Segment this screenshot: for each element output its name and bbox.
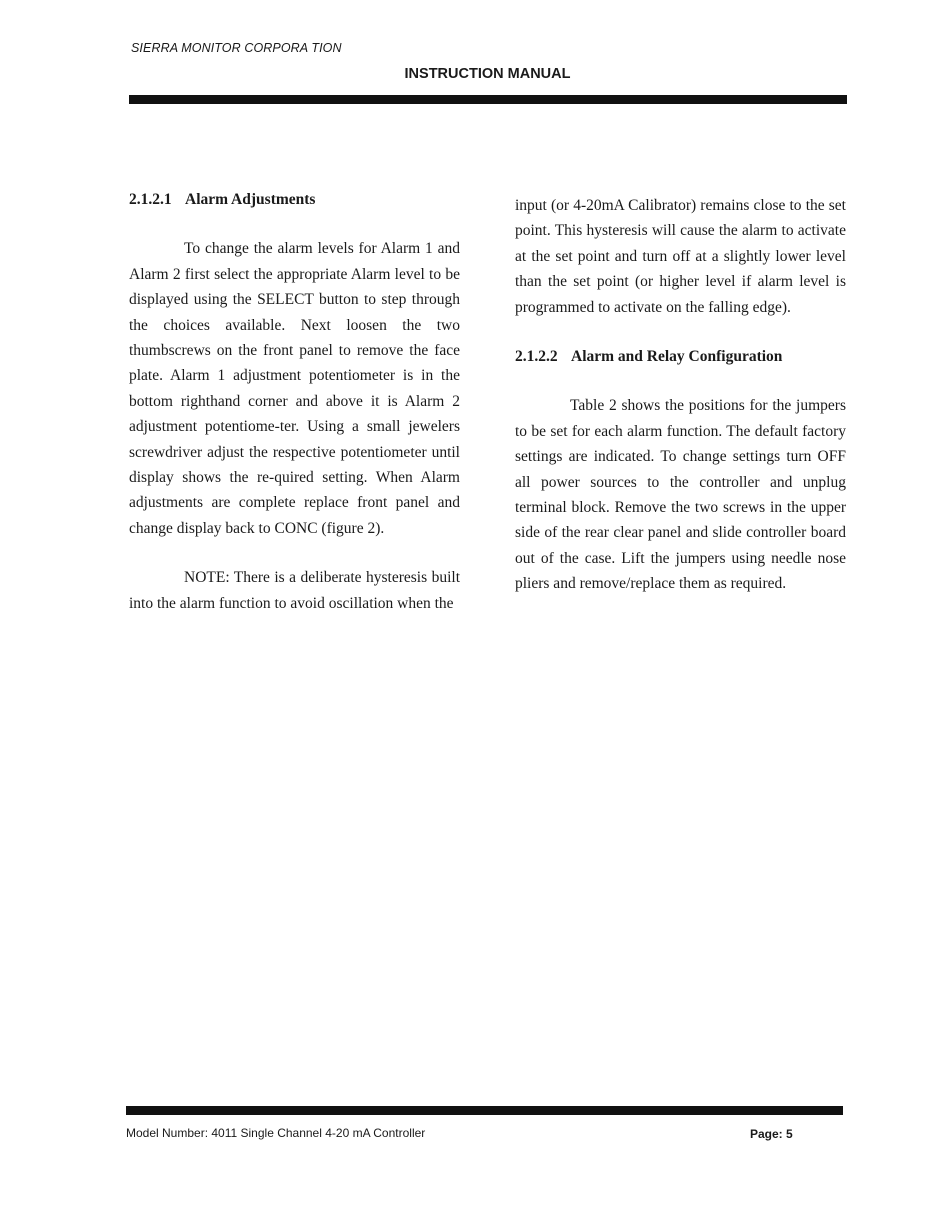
company-name: SIERRA MONITOR CORPORA TION — [131, 41, 342, 55]
footer-rule — [126, 1106, 843, 1115]
relay-configuration-paragraph: Table 2 shows the positions for the jumpers to be set for each alarm function. The default factory settings are indicated. To change settings turn OFF all power sources to the controller and unplug terminal block. Remove the two screws in the upper side of the rear clear panel and slide controller board out of the case. Lift the jumpers using needle nose pliers and remove/replace them as required. — [515, 397, 846, 593]
section-heading-alarm-adjustments — [129, 187, 460, 212]
header-rule — [129, 95, 847, 104]
alarm-adjustments-paragraph: To change the alarm levels for Alarm 1 and Alarm 2 first select the appropriate Alarm level to be displayed using the SELECT button to step through the choices available. Next loosen the two thumbscrews on the front panel to remove the face plate. Alarm 1 adjustment potentiometer is in the bottom righthand corner and above it is Alarm 2 adjustment potentiome-ter. Using a small jewelers screwdriver adjust the respective potentiometer until display shows the re-quired setting. When Alarm adjustments are complete replace front panel and change display back to CONC (figure 2). — [129, 240, 460, 537]
model-number: Model Number: 4011 Single Channel 4-20 mA Controller — [126, 1126, 426, 1140]
hysteresis-note-paragraph: NOTE: There is a deliberate hysteresis built into the alarm function to avoid oscillation when the — [129, 569, 460, 612]
section-number: 2.1.2.2 — [515, 348, 558, 366]
right-column — [515, 193, 846, 597]
section-title: Alarm and Relay Configuration — [571, 348, 783, 366]
hysteresis-continued-paragraph: input (or 4-20mA Calibrator) remains close to the set point. This hysteresis will cause the alarm to activate at the set point and turn off at a slightly lower level than the set point (or higher level if alarm level is programmed to activate on the falling edge). — [515, 197, 846, 316]
left-column — [129, 187, 460, 616]
section-number: 2.1.2.1 — [129, 191, 172, 208]
manual-title: INSTRUCTION MANUAL — [404, 66, 571, 82]
section-title: Alarm Adjustments — [185, 191, 316, 208]
section-heading-alarm-relay-configuration — [515, 344, 846, 369]
page-number: Page: 5 — [750, 1127, 793, 1141]
